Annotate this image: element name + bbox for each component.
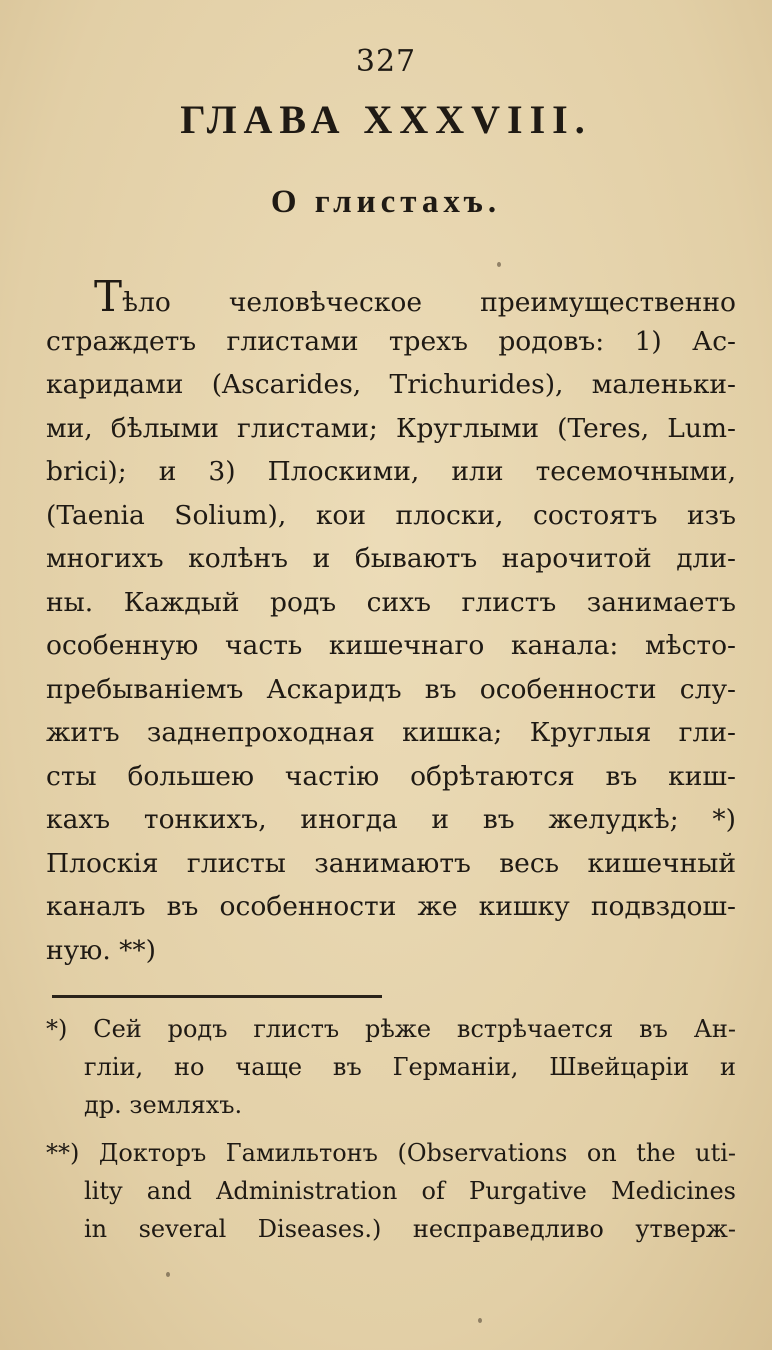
body-line bbox=[46, 276, 736, 320]
body-line: особенную часть кишечнаго канала: мѣсто- bbox=[46, 630, 736, 661]
chapter-title: ГЛАВА XXXVIII. bbox=[180, 97, 592, 142]
paper-speck bbox=[497, 262, 501, 267]
footnote-divider bbox=[52, 995, 382, 998]
body-line: Плоскія глисты занимаютъ весь кишечный bbox=[46, 847, 736, 879]
paper-speck bbox=[478, 1318, 482, 1323]
body-line: житъ заднепроходная кишка; Круглыя гли- bbox=[46, 717, 736, 748]
body-paragraph bbox=[46, 276, 736, 972]
body-line: сты большею частію обрѣтаются въ киш- bbox=[46, 760, 736, 792]
body-line: ми, бѣлыми глистами; Круглыми (Teres, Lum- bbox=[46, 412, 736, 444]
drop-letter: Т bbox=[94, 276, 123, 320]
section-title: О глистахъ. bbox=[270, 184, 502, 220]
footnotes bbox=[46, 1010, 736, 1248]
body-line: brici); и 3) Плоскими, или тесемочными, bbox=[46, 456, 736, 487]
body-line: кахъ тонкихъ, иногда и въ желудкѣ; *) bbox=[46, 804, 736, 835]
paper-speck bbox=[166, 1272, 170, 1277]
footnote-line: **) Докторъ Гамильтонъ (Observations on the uti- bbox=[46, 1139, 736, 1167]
body-line: многихъ колѣнъ и бываютъ нарочитой дли- bbox=[46, 543, 736, 574]
body-line: пребываніемъ Аскаридъ въ особенности слу- bbox=[46, 673, 736, 705]
body-line: ную. **) bbox=[46, 934, 157, 966]
body-line: каридами (Ascarides, Trichurides), маленьки- bbox=[46, 369, 736, 400]
body-line: ны. Каждый родъ сихъ глистъ занимаетъ bbox=[46, 586, 736, 618]
footnote-line: гліи, но чаще въ Германіи, Швейцаріи и bbox=[84, 1053, 736, 1081]
body-line: страждетъ глистами трехъ родовъ: 1) Ас- bbox=[46, 325, 736, 357]
footnote-line: *) Сей родъ глистъ рѣже встрѣчается въ Ан- bbox=[46, 1015, 736, 1043]
footnote-line: in several Diseases.) несправедливо утверж- bbox=[84, 1215, 736, 1243]
footnote-line: lity and Administration of Purgative Medicines bbox=[84, 1177, 736, 1205]
page-number: 327 bbox=[355, 44, 417, 79]
body-line: (Taenia Solium), кои плоски, состоятъ изъ bbox=[46, 499, 736, 531]
body-line-text: ѣло человѣческое преимущественно bbox=[122, 287, 736, 318]
footnote-line: др. земляхъ. bbox=[84, 1091, 243, 1119]
body-line: каналъ въ особенности же кишку подвздош- bbox=[46, 891, 736, 922]
